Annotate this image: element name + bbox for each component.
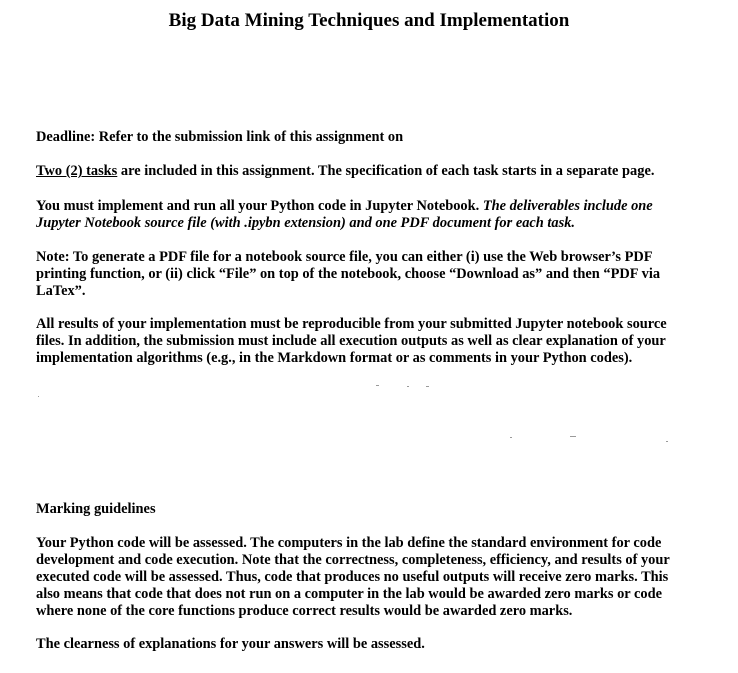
document-title: Big Data Mining Techniques and Implementation bbox=[168, 10, 570, 31]
tasks-count-label: Two (2) tasks bbox=[36, 163, 118, 179]
scan-speck bbox=[376, 385, 379, 386]
implementation-paragraph bbox=[36, 198, 686, 232]
deliverables-statement: The deliverables include one Jupyter Notebook source file (with .ipybn extension) and one PDF document for each task. bbox=[36, 198, 653, 231]
scan-speck bbox=[666, 441, 668, 442]
implementation-requirement: You must implement and run all your Python code in Jupyter Notebook. bbox=[36, 198, 483, 214]
assessment-paragraph: Your Python code will be assessed. The computers in the lab define the standard environment for code development and code execution. Note that the correctness, completeness, efficiency, and results of your executed code will be assessed. Thus, code that produces no useful outputs will receive zero marks. This also means that code that does not run on a computer in the lab would be awarded zero marks or code where none of the core functions produce correct results would be awarded zero marks. bbox=[36, 535, 670, 619]
scan-speck bbox=[426, 386, 429, 387]
results-paragraph: All results of your implementation must be reproducible from your submitted Jupyter notebook source files. In addition, the submission must include all execution outputs as well as clear explanation of your implementation algorithms (e.g., in the Markdown format or as comments in your Python codes). bbox=[36, 316, 667, 366]
tasks-paragraph bbox=[36, 163, 686, 180]
scan-speck bbox=[38, 396, 39, 397]
scan-speck bbox=[510, 437, 512, 438]
scan-speck bbox=[570, 436, 576, 437]
clearness-paragraph: The clearness of explanations for your answers will be assessed. bbox=[36, 636, 425, 652]
tasks-description: are included in this assignment. The specification of each task starts in a separate page. bbox=[117, 163, 655, 179]
scan-speck bbox=[407, 386, 409, 387]
pdf-note-paragraph: Note: To generate a PDF file for a notebook source file, you can either (i) use the Web browser’s PDF printing function, or (ii) click “File” on top of the notebook, choose “Download as” and then “PDF via LaTex”. bbox=[36, 249, 661, 299]
deadline-paragraph: Deadline: Refer to the submission link of this assignment on bbox=[36, 129, 404, 145]
marking-guidelines-heading: Marking guidelines bbox=[36, 501, 156, 517]
